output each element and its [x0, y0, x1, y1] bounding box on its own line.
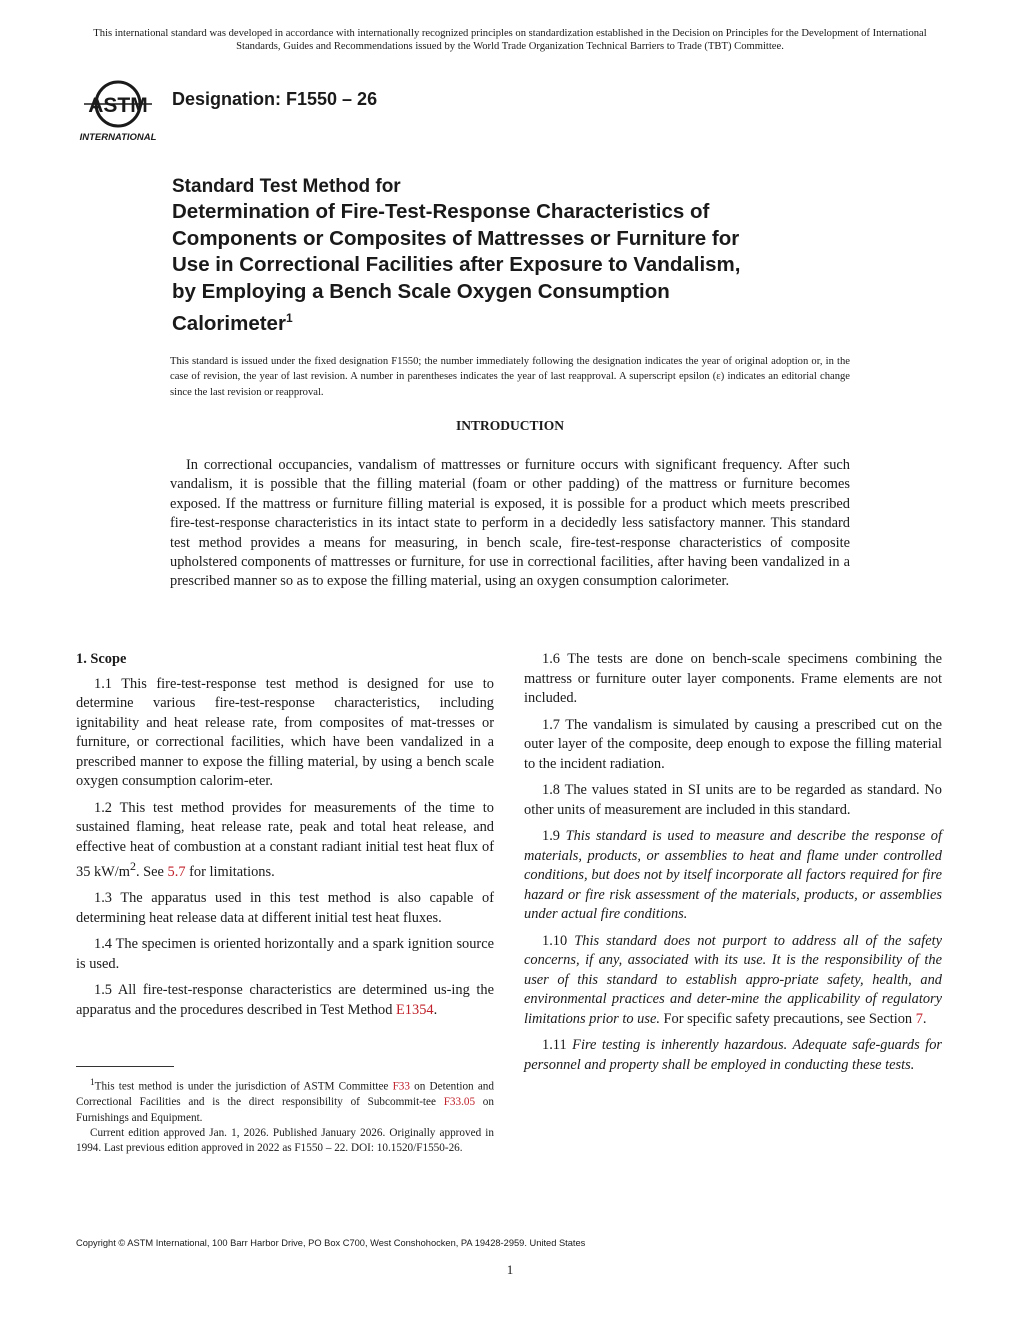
- para-1-10: 1.10 This standard does not purport to address all of the safety concerns, if any, associated with its use. It is the responsibility of the user of this standard to establish appro-priate safety, health, and environmental practices and deter-mine the applicability of regulatory limitations prior to use. For specific safety precautions, see Section 7.: [524, 932, 942, 1027]
- footnote-divider: [76, 1066, 174, 1067]
- footnote: [76, 1076, 494, 1157]
- title-line: Components or Composites of Mattresses or Furniture for: [172, 226, 740, 250]
- designation: Designation: F1550 – 26: [172, 89, 378, 109]
- section-heading-scope: 1. Scope: [76, 651, 127, 667]
- document-title: [172, 175, 872, 337]
- link-section-5-7[interactable]: 5.7: [167, 863, 186, 880]
- page-number: 1: [506, 1262, 514, 1277]
- right-column: [524, 650, 942, 1082]
- para-1-11: 1.11 Fire testing is inherently hazardous. Adequate safe-guards for personnel and property shall be employed in conducting these tests.: [524, 1037, 942, 1073]
- wto-principles-note: This international standard was developed in accordance with internationally recognized principles on standardization established in the Decision on Principles for the Development of International Standards, Guides and Recommendations issued by the World Trade Organization Technical Barriers to Trade (TBT) Committee.: [93, 28, 927, 52]
- footnote-edition: Current edition approved Jan. 1, 2026. Published January 2026. Originally approved in 1994. Last previous edition approved in 2022 as F1550 – 22. DOI: 10.1520/F1550-26.: [76, 1126, 494, 1155]
- footnote-jurisdiction: $^1$This test method is under the jurisdiction of ASTM Committee F33 on Detention and Correctional Facilities and is the direct responsibility of Subcommit-tee F33.05 on Furnishings and Equipment.: [76, 1078, 494, 1124]
- link-e1354[interactable]: E1354: [396, 1001, 434, 1018]
- link-section-7[interactable]: 7: [915, 1010, 923, 1027]
- para-1-2: 1.2 This test method provides for measurements of the time to sustained flaming, heat release rate, peak and total heat release, and effective heat of combustion at a constant radiant initial test heat flux of 35 $kW/m^2$. See 5.7 for limitations.: [76, 799, 494, 880]
- logo-letters: ASTM: [88, 94, 148, 117]
- introduction-paragraph: In correctional occupancies, vandalism of mattresses or furniture occurs with significant frequency. After such vandalism, it is possible that the filling material (foam or other padding) of the mattress or furniture becomes exposed. If the mattress or furniture filling material is exposed, it is possible for a product which meets prescribed fire-test-response characteristics in its intact state to perform in a decidedly less satisfactory manner. This standard test method provides a means for measuring, in bench scale, fire-test-response characteristics of composite upholstered components of mattresses or furniture, for use in correctional facilities, after having been vandalized in a prescribed manner so as to expose the filling material, using an oxygen consumption calorimeter.: [170, 457, 850, 590]
- para-1-1: 1.1 This fire-test-response test method is designed for use to determine various fire-test-response characteristics, including ignitability and heat release rate, from composites of mat-tresses or furniture, or correctional facilities, which have been vandalized in a prescribed manner to expose the filling material, by using a bench scale oxygen consumption calorim-eter.: [76, 675, 494, 789]
- para-1-7: 1.7 The vandalism is simulated by causing a prescribed cut on the outer layer of the composite, deep enough to expose the filling material to the incident radiation.: [524, 716, 942, 772]
- para-1-5: 1.5 All fire-test-response characteristics are determined us-ing the apparatus and the procedures described in Test Method E1354.: [76, 982, 494, 1018]
- link-f33[interactable]: F33: [392, 1080, 410, 1093]
- title-footnote-mark: 1: [285, 311, 293, 325]
- para-1-6: 1.6 The tests are done on bench-scale specimens combining the mattress or furniture outer layer components. Frame elements are not included.: [524, 651, 942, 706]
- title-line: Use in Correctional Facilities after Exposure to Vandalism,: [172, 253, 741, 276]
- title-line: Calorimeter: [172, 311, 286, 335]
- title-line: by Employing a Bench Scale Oxygen Consumption: [172, 279, 670, 303]
- introduction-text: [170, 456, 850, 592]
- issued-note: This standard is issued under the fixed designation F1550; the number immediately following the designation indicates the year of original adoption or, in the case of revision, the year of last revision. A number in parentheses indicates the year of last reapproval. A superscript epsilon (ε) indicates an editorial change since the last revision or reapproval.: [170, 356, 850, 398]
- astm-logo: [70, 75, 162, 145]
- para-1-8: 1.8 The values stated in SI units are to be regarded as standard. No other units of measurement are included in this standard.: [524, 782, 942, 818]
- introduction-heading: INTRODUCTION: [455, 418, 564, 433]
- title-prefix: Standard Test Method for: [172, 176, 401, 197]
- copyright: Copyright © ASTM International, 100 Barr Harbor Drive, PO Box C700, West Conshohocken, PA 19428-2959. United States: [76, 1238, 586, 1248]
- logo-subtitle: INTERNATIONAL: [79, 132, 157, 143]
- para-1-3: 1.3 The apparatus used in this test method is also capable of determining heat release data at different initial test heat fluxes.: [76, 890, 494, 926]
- para-1-4: 1.4 The specimen is oriented horizontally and a spark ignition source is used.: [76, 936, 494, 972]
- title-line: Determination of Fire-Test-Response Characteristics of: [172, 200, 710, 223]
- left-column: [76, 650, 494, 1027]
- para-1-9: 1.9 This standard is used to measure and describe the response of materials, products, or assemblies to heat and flame under controlled conditions, but does not by itself incorporate all factors required for fire hazard or fire risk assessment of the materials, products, or assemblies under actual fire conditions.: [524, 828, 942, 922]
- link-f33-05[interactable]: F33.05: [443, 1096, 476, 1109]
